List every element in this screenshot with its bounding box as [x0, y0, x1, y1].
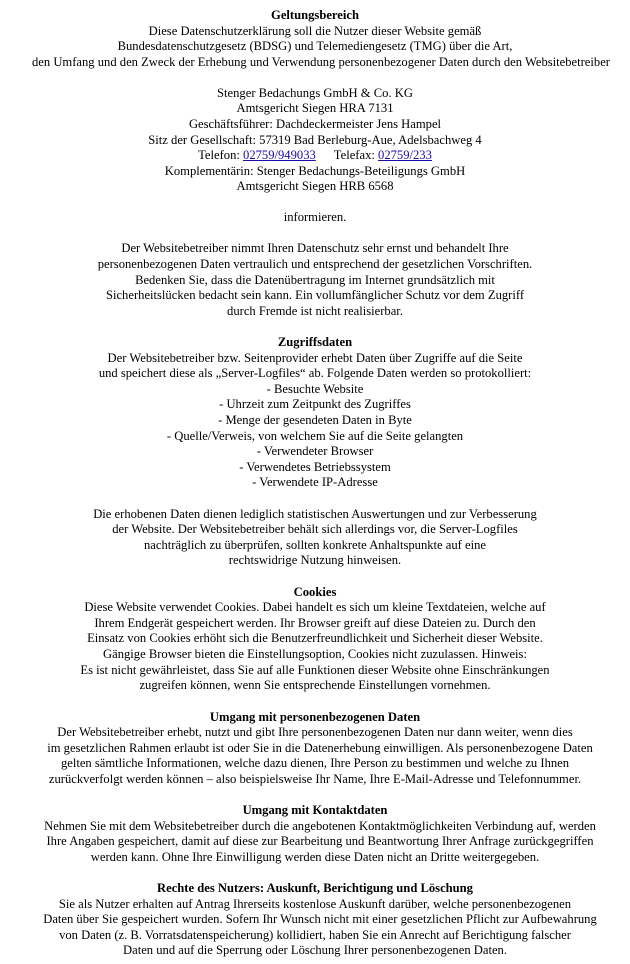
company-court: Amtsgericht Siegen HRA 7131: [236, 101, 394, 115]
phone-link[interactable]: 02759/949033: [243, 148, 316, 162]
fax-link[interactable]: 02759/233: [378, 148, 432, 162]
text-line: zurückverfolgt werden können – also beispielsweise Ihr Name, Ihre E-Mail-Adresse und Telefonnummer.: [48, 772, 582, 786]
text-line: Einsatz von Cookies erhöht sich die Benutzerfreundlichkeit und Sicherheit dieser Website.: [87, 631, 543, 645]
text-line: Nehmen Sie mit dem Websitebetreiber durch die angebotenen Kontaktmöglichkeiten Verbindung auf, werden: [44, 819, 596, 833]
company-partner: Komplementärin: Stenger Bedachungs-Beteiligungs GmbH: [164, 164, 466, 178]
company-partner-court: Amtsgericht Siegen HRB 6568: [236, 179, 394, 193]
text-line: Ihre Angaben gespeichert, damit auf diese zur Bearbeitung und Beantwortung Ihrer Anfrage zurückgegriffen: [46, 834, 594, 848]
inform-text: informieren.: [283, 210, 347, 224]
text-line: Sie als Nutzer erhalten auf Antrag Ihrerseits kostenlose Auskunft darüber, welche personenbezogenen: [58, 897, 572, 911]
text-line: gelten sämtliche Informationen, welche dazu dienen, Ihre Person zu bestimmen und welche zu Ihnen: [60, 756, 570, 770]
text-line: Der Websitebetreiber erhebt, nutzt und gibt Ihre personenbezogenen Daten nur dann weiter, wenn dies: [57, 725, 573, 739]
text-line: Daten und auf die Sperrung oder Löschung Ihrer personenbezogenen Daten.: [123, 943, 507, 957]
fax-label: Telefax:: [333, 148, 379, 162]
text-line: und speichert diese als „Server-Logfiles“ ab. Folgende Daten werden so protokolliert:: [98, 366, 532, 380]
list-item: - Uhrzeit zum Zeitpunkt des Zugriffes: [219, 397, 411, 411]
text-line: Daten über Sie gespeichert wurden. Sofern Ihr Wunsch nicht mit einer gesetzlichen Pflicht zur Aufbewahrung: [43, 912, 597, 926]
heading-umgang: Umgang mit personenbezogenen Daten: [209, 710, 421, 724]
company-seat: Sitz der Gesellschaft: 57319 Bad Berleburg-Aue, Adelsbachweg 4: [148, 133, 482, 147]
text-line: Diese Datenschutzerklärung soll die Nutzer dieser Website gemäß: [148, 24, 482, 38]
list-item: - Besuchte Website: [266, 382, 364, 396]
heading-kontaktdaten: Umgang mit Kontaktdaten: [242, 803, 388, 817]
list-item: - Verwendetes Betriebssystem: [239, 460, 391, 474]
heading-geltungsbereich: Geltungsbereich: [271, 8, 359, 22]
text-line: von Daten (z. B. Vorratsdatenspeicherung) kollidiert, haben Sie ein Anrecht auf Berichtigung falscher: [59, 928, 571, 942]
list-item: - Verwendete IP-Adresse: [252, 475, 378, 489]
list-item: - Quelle/Verweis, von welchem Sie auf die Seite gelangten: [166, 429, 464, 443]
company-manager: Geschäftsführer: Dachdeckermeister Jens Hampel: [188, 117, 442, 131]
heading-rechte: Rechte des Nutzers: Auskunft, Berichtigung und Löschung: [157, 881, 473, 895]
text-line: Gängige Browser bieten die Einstellungsoption, Cookies nicht zuzulassen. Hinweis:: [103, 647, 527, 661]
text-line: Bedenken Sie, dass die Datenübertragung im Internet grundsätzlich mit: [135, 273, 495, 287]
heading-zugriffsdaten: Zugriffsdaten: [277, 335, 353, 349]
text-line: Der Websitebetreiber bzw. Seitenprovider erhebt Daten über Zugriffe auf die Seite: [107, 351, 523, 365]
text-line: werden kann. Ohne Ihre Einwilligung werden diese Daten nicht an Dritte weitergegeben.: [90, 850, 540, 864]
heading-cookies: Cookies: [293, 585, 337, 599]
text-line: durch Fremde ist nicht realisierbar.: [227, 304, 403, 318]
list-item: - Menge der gesendeten Daten in Byte: [218, 413, 412, 427]
text-line: personenbezogenen Daten vertraulich und entsprechend der gesetzlichen Vorschriften.: [97, 257, 533, 271]
text-line: Ihrem Endgerät gespeichert werden. Ihr Browser greift auf diese Dateien zu. Durch den: [94, 616, 536, 630]
company-contact-line: [0, 148, 630, 164]
text-line: Der Websitebetreiber nimmt Ihren Datenschutz sehr ernst und behandelt Ihre: [121, 241, 509, 255]
text-line: Die erhobenen Daten dienen lediglich statistischen Auswertungen und zur Verbesserung: [93, 507, 537, 521]
text-line: rechtswidrige Nutzung hinweisen.: [228, 553, 402, 567]
phone-label: Telefon:: [198, 148, 244, 162]
text-line: Diese Website verwendet Cookies. Dabei handelt es sich um kleine Textdateien, welche auf: [84, 600, 546, 614]
text-line: nachträglich zu überprüfen, sollten konkrete Anhaltspunkte auf eine: [143, 538, 486, 552]
text-line: Sicherheitslücken bedacht sein kann. Ein vollumfänglicher Schutz vor dem Zugriff: [105, 288, 525, 302]
text-line: Es ist nicht gewährleistet, dass Sie auf alle Funktionen dieser Website ohne Einschränkungen: [80, 663, 550, 677]
company-name: Stenger Bedachungs GmbH & Co. KG: [217, 86, 413, 100]
list-item: - Verwendeter Browser: [256, 444, 374, 458]
text-line: im gesetzlichen Rahmen erlaubt ist oder Sie in die Datenerhebung einwilligen. Als personenbezogene Daten: [47, 741, 593, 755]
text-line: den Umfang und den Zweck der Erhebung und Verwendung personenbezogener Daten durch den Websitebetreiber: [32, 55, 610, 69]
text-line: der Website. Der Websitebetreiber behält sich allerdings vor, die Server-Logfiles: [112, 522, 518, 536]
text-line: zugreifen können, wenn Sie entsprechende Einstellungen vornehmen.: [139, 678, 491, 692]
text-line: Bundesdatenschutzgesetz (BDSG) und Telemediengesetz (TMG) über die Art,: [117, 39, 513, 53]
